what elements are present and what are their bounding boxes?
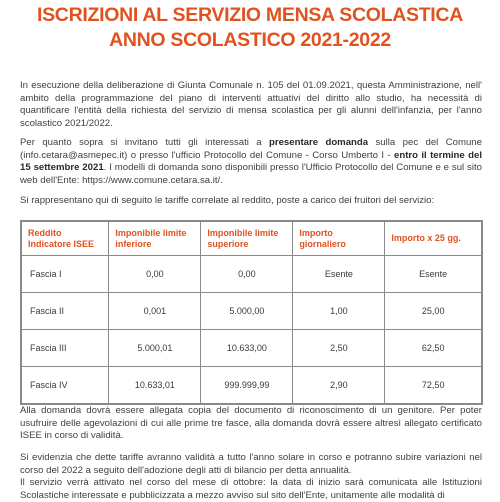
title-line-2: ANNO SCOLASTICO 2021-2022 <box>109 29 391 51</box>
cell-limite-superiore: 0,00 <box>201 256 293 293</box>
cell-limite-superiore: 5.000,00 <box>201 293 293 330</box>
title-line-1: ISCRIZIONI AL SERVIZIO MENSA SCOLASTICA <box>36 4 463 26</box>
header-limite-inferiore: Imponibile limite inferiore <box>109 222 201 256</box>
instructions-text-a: Per quanto sopra si invitano tutti gli interessati a <box>20 137 269 148</box>
cell-fascia: Fascia I <box>22 256 109 293</box>
cell-importo-giornaliero: 1,00 <box>293 293 385 330</box>
instructions-paragraph <box>20 137 482 187</box>
table-header-row <box>22 222 482 256</box>
page-title <box>0 3 500 53</box>
cell-importo-25gg: 25,00 <box>385 293 482 330</box>
cell-limite-superiore: 999.999,99 <box>201 367 293 404</box>
instructions-text-e: . I modelli di domanda sono disponibili presso l'Ufficio Protocollo del Comune e e sul sito web dell'Ente: https://www.comune.cetara.sa.it/. <box>20 162 482 186</box>
cell-limite-inferiore: 5.000,01 <box>109 330 201 367</box>
table-row <box>22 256 482 293</box>
validity-paragraph: Si evidenzia che dette tariffe avranno validità a tutto l'anno solare in corso e potranno subire variazioni nel corso del 2022 a seguito dell'adozione degli atti di bilancio per detta annualità. <box>20 452 482 476</box>
cell-fascia: Fascia II <box>22 293 109 330</box>
activation-paragraph: Il servizio verrà attivato nel corso del mese di ottobre: la data di inizio sarà comunicata alle Istituzioni Scolastiche interessate e pubblicizzata a mezzo avviso sul sito dell'Ente, unitamente alle modalità di <box>20 477 482 501</box>
cell-limite-superiore: 10.633,00 <box>201 330 293 367</box>
cell-importo-giornaliero: 2,90 <box>293 367 385 404</box>
table-row <box>22 293 482 330</box>
cell-importo-giornaliero: Esente <box>293 256 385 293</box>
header-importo-25gg: Importo x 25 gg. <box>385 222 482 256</box>
cell-limite-inferiore: 0,00 <box>109 256 201 293</box>
instructions-highlight-submit: presentare domanda <box>269 137 369 148</box>
cell-limite-inferiore: 0,001 <box>109 293 201 330</box>
documents-paragraph: Alla domanda dovrà essere allegata copia del documento di riconoscimento di un genitore. Per poter usufruire delle agevolazioni di cui alle prime tre fasce, alla domanda dovrà essere altresì allegato certificato ISEE in corso di validità. <box>20 405 482 442</box>
cell-fascia: Fascia III <box>22 330 109 367</box>
cell-limite-inferiore: 10.633,01 <box>109 367 201 404</box>
instructions-text-c: sulla pec del Comune (info.cetara@asmepec.it) o presso l'ufficio Protocollo del Comune - Corso Umberto I - <box>20 137 482 161</box>
cell-importo-25gg: 72,50 <box>385 367 482 404</box>
cell-fascia: Fascia IV <box>22 367 109 404</box>
table-row <box>22 330 482 367</box>
cell-importo-25gg: 62,50 <box>385 330 482 367</box>
cell-importo-giornaliero: 2,50 <box>293 330 385 367</box>
header-limite-superiore: Imponibile limite superiore <box>201 222 293 256</box>
instructions-highlight-deadline: entro il termine del 15 settembre 2021 <box>20 149 482 174</box>
header-reddito: Reddito Indicatore ISEE <box>22 222 109 256</box>
header-importo-giornaliero: Importo giornaliero <box>293 222 385 256</box>
intro-paragraph: In esecuzione della deliberazione di Giunta Comunale n. 105 del 01.09.2021, questa Amministrazione, nell' ambito della programmazione del piano di interventi attuativi del diritto allo studio, ha necessità di quantificare l'entità della richiesta del servizio di mensa scolastica per gli alunni dell'infanzia, per l'anno scolastico 2021/2022. <box>20 80 482 129</box>
tariff-intro: Si rappresentano qui di seguito le tariffe correlate al reddito, poste a carico dei fruitori del servizio: <box>20 195 435 206</box>
tariff-table <box>20 220 483 405</box>
cell-importo-25gg: Esente <box>385 256 482 293</box>
table-row <box>22 367 482 404</box>
